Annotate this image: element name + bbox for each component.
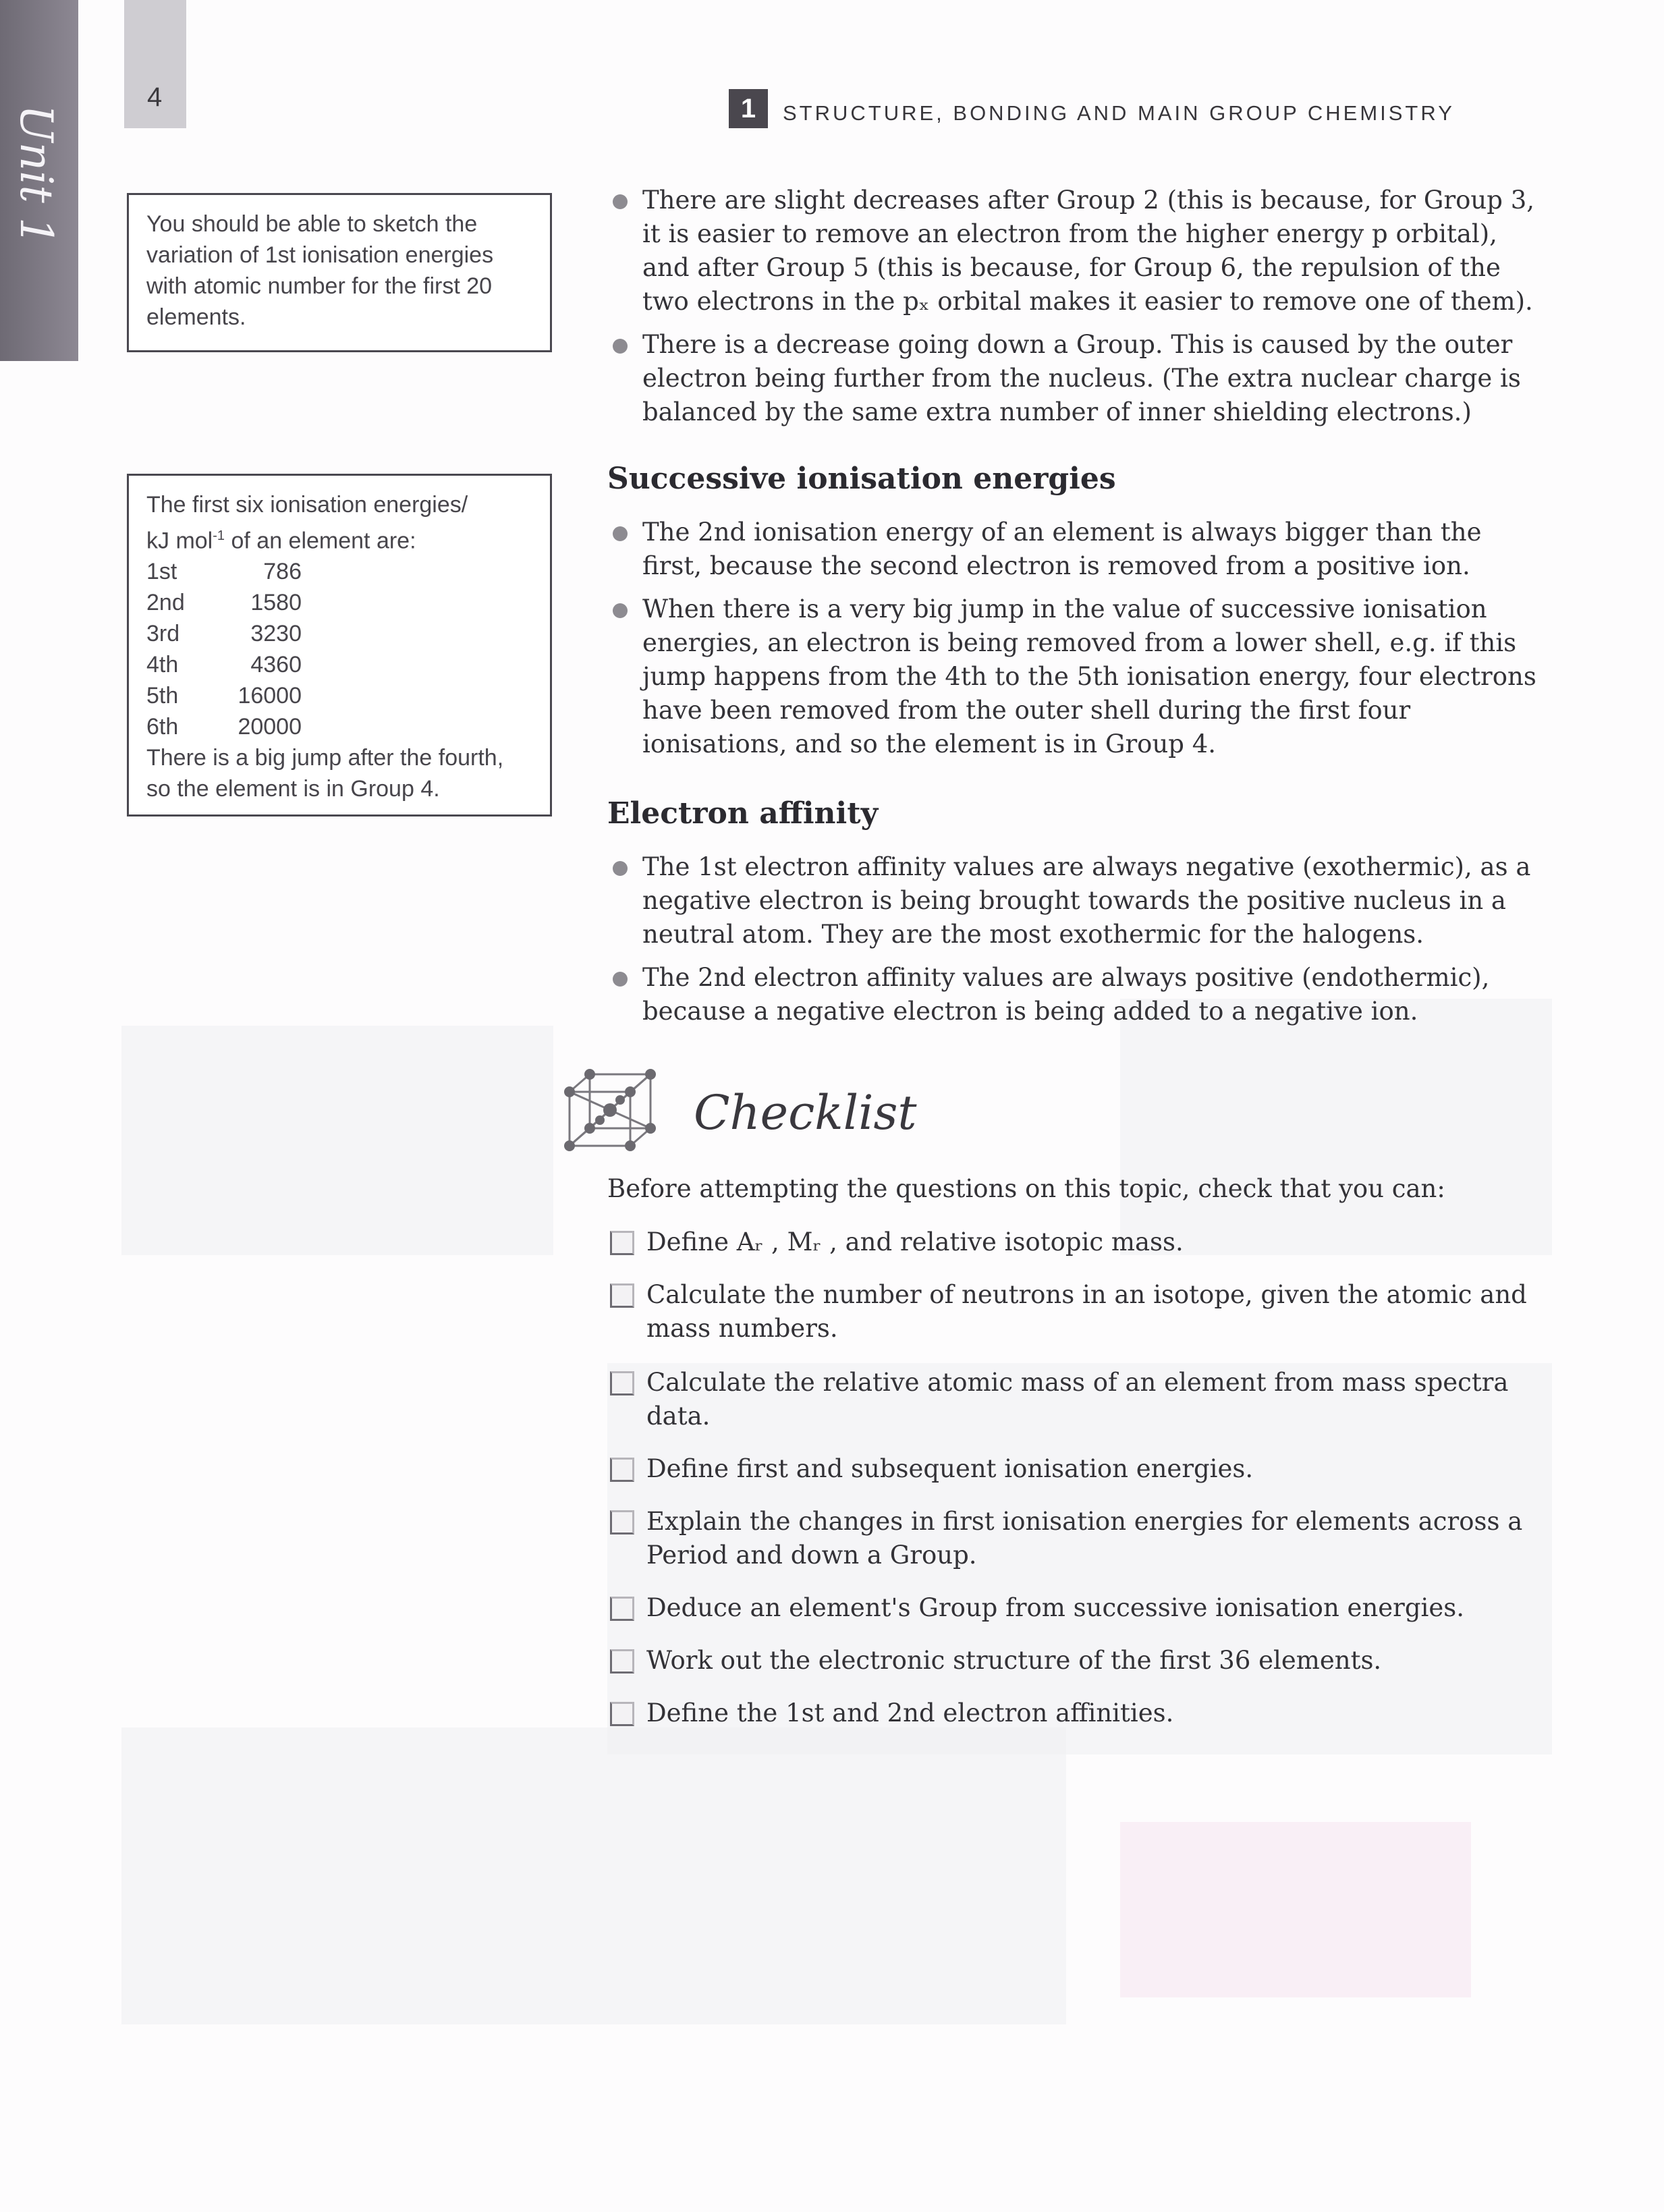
checklist-item[interactable]: Define first and subsequent ionisation energies. bbox=[607, 1452, 1545, 1486]
checklist-intro: Before attempting the questions on this topic, check that you can: bbox=[607, 1174, 1445, 1203]
trends-bullet-list bbox=[607, 184, 1545, 429]
ie-box-title-line1: The first six ionisation energies/ bbox=[146, 492, 468, 518]
ie-row: 2nd 1580 bbox=[146, 590, 302, 616]
ie-row: 5th 16000 bbox=[146, 683, 302, 709]
bullet-icon bbox=[613, 972, 628, 987]
checkbox-icon[interactable] bbox=[610, 1231, 634, 1255]
bullet-icon bbox=[613, 603, 628, 618]
checklist-item[interactable]: Deduce an element's Group from successive ionisation energies. bbox=[607, 1591, 1545, 1625]
bullet-item: The 2nd electron affinity values are always positive (endothermic), because a negative electron is being added to a negative ion. bbox=[607, 961, 1545, 1028]
affinity-bullet-list bbox=[607, 850, 1545, 1028]
checklist-item[interactable]: Explain the changes in first ionisation energies for elements across a Period and down a Group. bbox=[607, 1505, 1545, 1572]
checkbox-icon[interactable] bbox=[610, 1458, 634, 1482]
checklist-item[interactable]: Calculate the relative atomic mass of an element from mass spectra data. bbox=[607, 1366, 1545, 1433]
bullet-item: There is a decrease going down a Group. This is caused by the outer electron being further from the nucleus. (The extra nuclear charge is balanced by the same extra number of inner shielding electrons.) bbox=[607, 328, 1545, 429]
bullet-icon bbox=[613, 861, 628, 876]
checkbox-icon[interactable] bbox=[610, 1702, 634, 1726]
bullet-icon bbox=[613, 339, 628, 354]
crystal-lattice-icon bbox=[556, 1065, 664, 1159]
chapter-number-badge: 1 bbox=[729, 89, 768, 128]
unit-label: Unit 1 bbox=[10, 105, 62, 246]
bullet-item: The 1st electron affinity values are always negative (exothermic), as a negative electron is being brought towards the positive nucleus in a neutral atom. They are the most exothermic for the halogens. bbox=[607, 850, 1545, 951]
checkbox-icon[interactable] bbox=[610, 1371, 634, 1395]
checkbox-icon[interactable] bbox=[610, 1597, 634, 1621]
checklist-item[interactable]: Work out the electronic structure of the first 36 elements. bbox=[607, 1644, 1545, 1678]
margin-note-ionisation-energies bbox=[127, 474, 552, 817]
checkbox-icon[interactable] bbox=[610, 1510, 634, 1534]
checklist-item[interactable]: Define Aᵣ , Mᵣ , and relative isotopic mass. bbox=[607, 1225, 1545, 1259]
bullet-item: There are slight decreases after Group 2 (this is because, for Group 3, it is easier to remove an electron from the higher energy p orbital), and after Group 5 (this is because, for Group 6, the repulsion of the two electrons in the pₓ orbital makes it easier to remove one of them). bbox=[607, 184, 1545, 319]
ie-row: 3rd 3230 bbox=[146, 621, 302, 647]
ie-row: 6th 20000 bbox=[146, 714, 302, 740]
chapter-title: STRUCTURE, BONDING AND MAIN GROUP CHEMISTRY bbox=[783, 101, 1455, 125]
successive-bullet-list bbox=[607, 516, 1545, 761]
checklist-item[interactable]: Calculate the number of neutrons in an isotope, given the atomic and mass numbers. bbox=[607, 1278, 1545, 1346]
checkbox-icon[interactable] bbox=[610, 1283, 634, 1308]
margin-note-sketch bbox=[127, 193, 552, 352]
section-heading-successive: Successive ionisation energies bbox=[607, 462, 1116, 496]
bullet-item: The 2nd ionisation energy of an element is always bigger than the first, because the second electron is removed from a positive ion. bbox=[607, 516, 1545, 583]
page-number: 4 bbox=[147, 82, 163, 112]
ie-row: 4th 4360 bbox=[146, 652, 302, 678]
show-through-block bbox=[121, 1727, 1066, 2024]
section-heading-electron-affinity: Electron affinity bbox=[607, 796, 879, 831]
checkbox-icon[interactable] bbox=[610, 1649, 634, 1674]
checklist-item[interactable]: Define the 1st and 2nd electron affinities. bbox=[607, 1696, 1545, 1730]
bullet-item: When there is a very big jump in the value of successive ionisation energies, an electron is being removed from a lower shell, e.g. if this jump happens from the 4th to the 5th ionisation energy, four electrons have been removed from the outer shell during the first four ionisations, and so the element is in Group 4. bbox=[607, 592, 1545, 761]
show-through-block bbox=[1120, 999, 1552, 1255]
margin-note-text: You should be able to sketch the variation of 1st ionisation energies with atomic number for the first 20 elements. bbox=[146, 211, 494, 330]
show-through-block bbox=[121, 1026, 553, 1255]
checklist-title: Checklist bbox=[694, 1085, 917, 1140]
show-through-block bbox=[1120, 1822, 1471, 1997]
bullet-icon bbox=[613, 194, 628, 209]
ie-box-title-line2: kJ mol$^{-1}$ of an element are: bbox=[146, 528, 416, 554]
unit-side-tab bbox=[0, 0, 78, 361]
bullet-icon bbox=[613, 526, 628, 541]
ie-row: 1st 786 bbox=[146, 559, 302, 585]
ie-box-conclusion: There is a big jump after the fourth, so the element is in Group 4. bbox=[146, 745, 504, 802]
